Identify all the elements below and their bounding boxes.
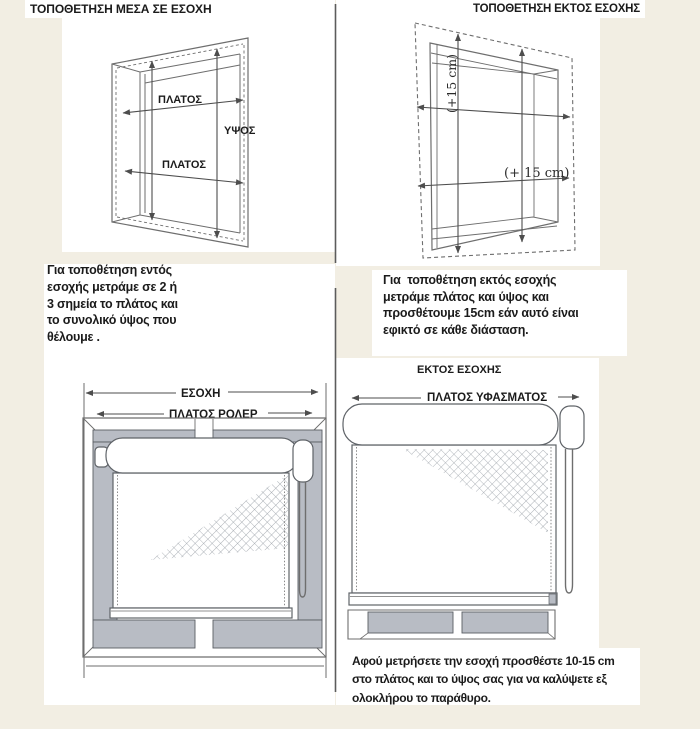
chain-clutch <box>560 406 584 449</box>
chain-loop <box>566 449 573 593</box>
height-label: ΥΨΟΣ <box>224 125 256 137</box>
caption-line: Για τοποθέτηση εκτός εσοχής <box>383 273 557 287</box>
horizontal-add-15cm-label: (+ 15 cm) <box>504 166 570 181</box>
recess-label: ΕΣΟΧΗ <box>181 388 221 400</box>
inside-recess-window-diagram <box>112 38 256 247</box>
title-inside-recess: ΤΟΠΟΘΕΤΗΣΗ ΜΕΣΑ ΣΕ ΕΣΟΧΗ <box>30 2 212 16</box>
caption-inside-recess <box>47 262 178 346</box>
roller-outside-recess-diagram <box>343 364 584 639</box>
caption-line: 3 σημεία το πλάτος και <box>47 296 178 311</box>
fabric-bottom-bar <box>349 593 557 605</box>
roller-width-label: ΠΛΑΤΟΣ ΡΟΛΕΡ <box>169 409 258 421</box>
width-label-top: ΠΛΑΤΟΣ <box>158 94 202 106</box>
caption-line: το συνολικό ύψος που <box>47 313 177 328</box>
fabric-bottom-bar <box>110 608 292 618</box>
caption-bottom-measure <box>352 652 615 707</box>
caption-line: Για τοποθέτηση εντός <box>47 263 172 277</box>
chain-clutch <box>293 440 313 482</box>
roller-tube <box>343 404 558 445</box>
outside-recess-title: ΕΚΤΟΣ ΕΣΟΧΗΣ <box>417 364 502 376</box>
width-label-bottom: ΠΛΑΤΟΣ <box>162 159 206 171</box>
caption-line: εφικτό σε κάθε διάσταση. <box>383 322 529 337</box>
caption-outside-recess <box>383 272 579 338</box>
width-arrow-bottom <box>125 171 243 183</box>
frame-bottom-right-piece <box>213 620 322 648</box>
frame-bottom-left-piece <box>93 620 195 648</box>
caption-line: στο πλάτος και το ύψος σας για να καλύψετε εξ <box>352 672 607 687</box>
caption-line: ολοκλήρου το παράθυρο. <box>352 690 491 705</box>
caption-line: Αφού μετρήσετε την εσοχή προσθέστε 10-15 cm <box>352 654 615 668</box>
fabric-width-label: ΠΛΑΤΟΣ ΥΦΑΣΜΑΤΟΣ <box>427 392 548 404</box>
roller-inside-recess-diagram <box>83 383 326 678</box>
vertical-add-15cm-label: (+15 cm) <box>444 54 459 113</box>
width-arrow-upper <box>417 107 570 117</box>
caption-line: προσθέτουμε 15cm εάν αυτό είναι <box>383 306 579 321</box>
outside-recess-window-diagram <box>415 23 575 258</box>
bar-end-cap <box>549 594 556 604</box>
roller-tube <box>106 438 298 473</box>
caption-line: εσοχής μετράμε σε 2 ή <box>47 279 177 294</box>
caption-line: μετράμε πλάτος και ύψος και <box>383 289 549 304</box>
sill-left-piece <box>368 612 453 633</box>
sill-right-piece <box>462 612 548 633</box>
caption-line: θέλουμε . <box>47 330 100 345</box>
title-outside-recess: ΤΟΠΟΘΕΤΗΣΗ ΕΚΤΟΣ ΕΣΟΧΗΣ <box>473 3 640 15</box>
